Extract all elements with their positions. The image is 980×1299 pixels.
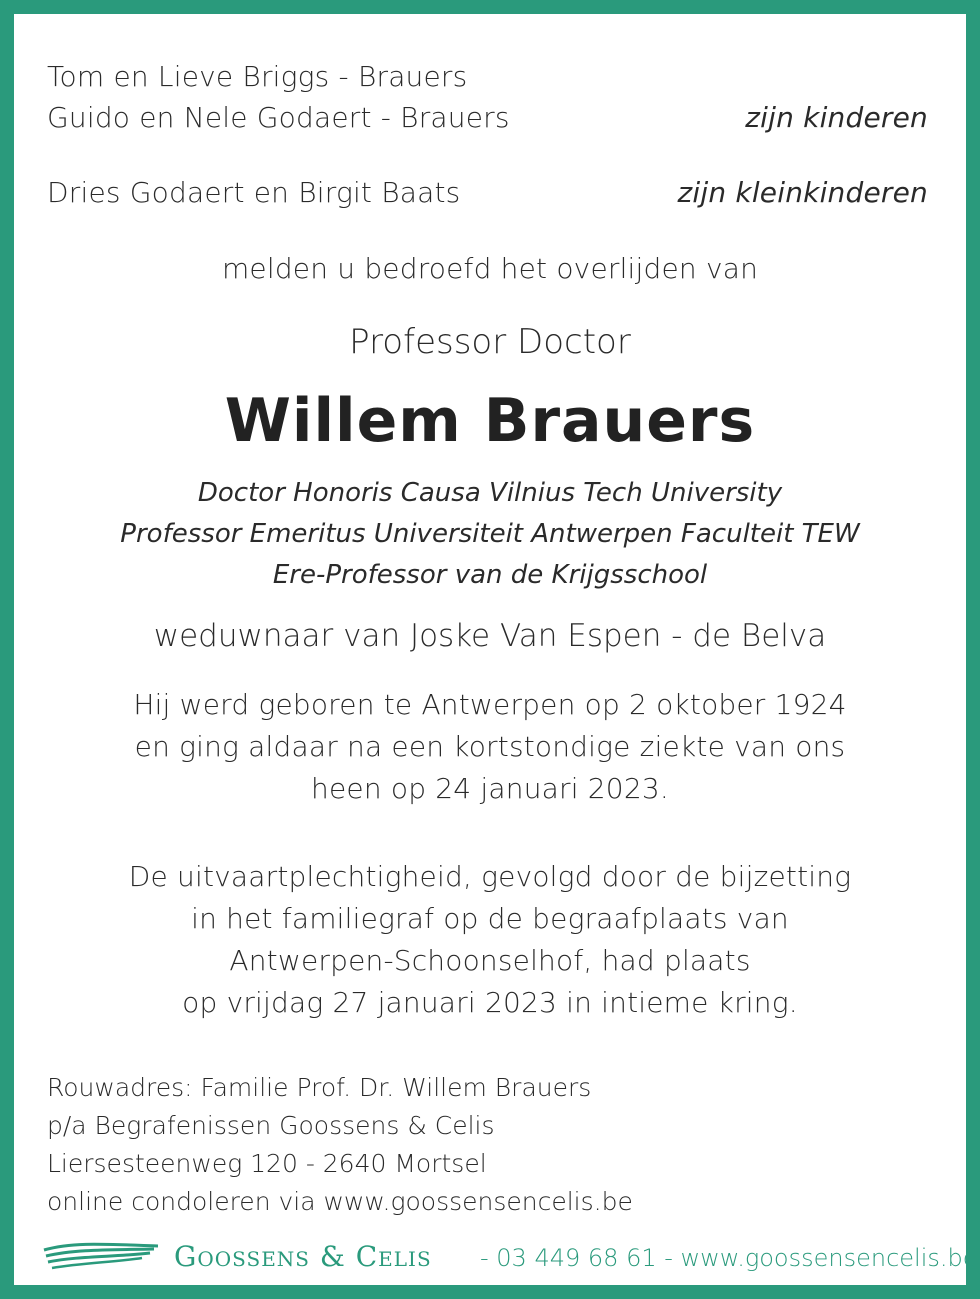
birth-death-line-3: heen op 24 januari 2023. xyxy=(311,772,669,805)
address-line-4: online condoleren via www.goossensencelis.be xyxy=(47,1187,633,1216)
funeral-line-2: in het familiegraf op de begraafplaats van xyxy=(191,902,789,935)
brand-name: Goossens & Celis xyxy=(174,1240,432,1273)
honor-line-2: Professor Emeritus Universiteit Antwerpen Faculteit TEW xyxy=(120,519,860,549)
title: Professor Doctor xyxy=(349,322,631,362)
funeral-line-1: De uitvaartplechtigheid, gevolgd door de bijzetting xyxy=(128,860,852,893)
funeral-line-4: op vrijdag 27 januari 2023 in intieme kring. xyxy=(182,986,798,1019)
widower-line: weduwnaar van Joske Van Espen - de Belva xyxy=(153,618,827,654)
address-line-3: Liersesteenweg 120 - 2640 Mortsel xyxy=(47,1149,487,1178)
honor-line-1: Doctor Honoris Causa Vilnius Tech University xyxy=(197,478,783,508)
children-label: zijn kinderen xyxy=(745,101,928,134)
grandchildren-label: zijn kleinkinderen xyxy=(677,176,928,209)
funeral-line-3: Antwerpen-Schoonselhof, had plaats xyxy=(229,944,751,977)
wave-logo-icon xyxy=(42,1240,160,1274)
grandchildren-line: Dries Godaert en Birgit Baats xyxy=(47,176,461,209)
honor-line-3: Ere-Professor van de Krijgsschool xyxy=(272,560,708,590)
brand-contact: - 03 449 68 61 - www.goossensencelis.be xyxy=(480,1244,978,1272)
children-line-2: Guido en Nele Godaert - Brauers xyxy=(47,101,510,134)
birth-death-line-1: Hij werd geboren te Antwerpen op 2 oktober 1924 xyxy=(133,688,847,721)
address-line-2: p/a Begrafenissen Goossens & Celis xyxy=(47,1111,495,1140)
announcement: melden u bedroefd het overlijden van xyxy=(221,252,759,285)
children-line-1: Tom en Lieve Briggs - Brauers xyxy=(47,60,468,93)
address-line-1: Rouwadres: Familie Prof. Dr. Willem Brauers xyxy=(47,1073,592,1102)
deceased-name: Willem Brauers xyxy=(224,386,756,456)
birth-death-line-2: en ging aldaar na een kortstondige ziekte van ons xyxy=(134,730,846,763)
